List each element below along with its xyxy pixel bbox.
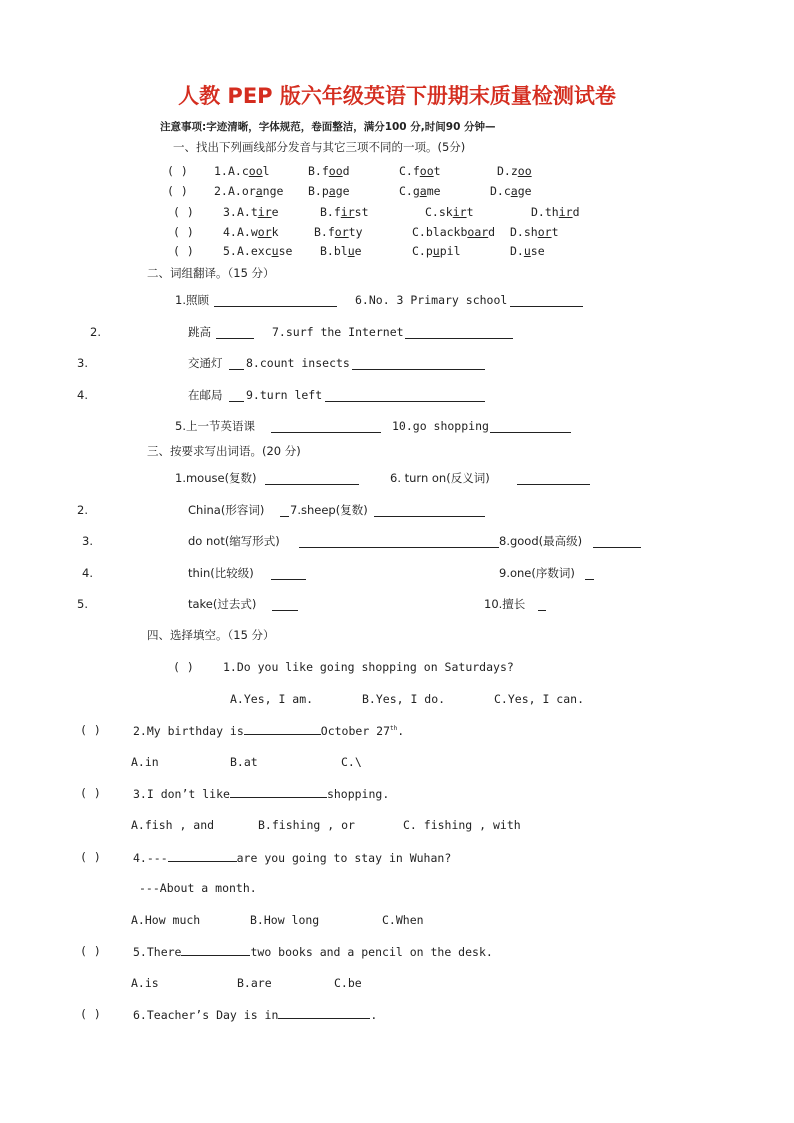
option-b: B.food: [308, 164, 350, 178]
phrase-item: 1.照顾: [175, 293, 209, 307]
option-b: B.first: [320, 205, 369, 219]
choice-b: B.at: [230, 755, 258, 769]
option-c: C.game: [399, 184, 441, 198]
choice-b: B.Yes, I do.: [362, 692, 446, 706]
question-text: 4.--- are you going to stay in Wuhan?: [133, 851, 452, 865]
option-b: B.page: [308, 184, 350, 198]
answer-blank[interactable]: [593, 536, 641, 548]
choice-a: A.Yes, I am.: [230, 692, 314, 706]
phrase-item: 5.上一节英语课: [175, 419, 255, 433]
answer-blank[interactable]: [216, 327, 254, 339]
option-c: C.foot: [399, 164, 441, 178]
answer-paren[interactable]: ( ): [80, 786, 101, 800]
answer-blank[interactable]: [229, 358, 244, 370]
choice-c: C. fishing , with: [403, 818, 521, 832]
option-d: D.cage: [490, 184, 532, 198]
answer-blank[interactable]: [517, 473, 590, 485]
word-item: do not(缩写形式): [188, 534, 280, 548]
answer-blank[interactable]: [405, 327, 513, 339]
answer-paren[interactable]: ( ): [80, 944, 101, 958]
option-c: C.blackboard: [412, 225, 496, 239]
phrase-item: 8.count insects: [246, 356, 350, 370]
answer-paren[interactable]: ( ): [173, 205, 194, 219]
answer-blank[interactable]: [538, 599, 546, 611]
option-d: D.short: [510, 225, 559, 239]
answer-paren[interactable]: ( ): [167, 184, 188, 198]
row-number: 4.: [82, 566, 93, 580]
option-a: A.excuse: [237, 244, 293, 258]
option-d: D.use: [510, 244, 545, 258]
phrase-item: 交通灯: [188, 356, 223, 370]
option-b: B.forty: [314, 225, 363, 239]
choice-c: C.Yes, I can.: [494, 692, 585, 706]
option-a: A.work: [237, 225, 279, 239]
option-d: D.zoo: [497, 164, 532, 178]
item-number: 2.: [214, 184, 228, 198]
word-item: thin(比较级): [188, 566, 254, 580]
option-c: C.skirt: [425, 205, 474, 219]
answer-blank[interactable]: [510, 295, 583, 307]
option-a: A.orange: [228, 184, 284, 198]
answer-blank[interactable]: [280, 505, 289, 517]
option-a: A.cool: [228, 164, 270, 178]
item-number: 3.: [223, 205, 237, 219]
exam-title: 人教 PEP 版六年级英语下册期末质量检测试卷: [178, 84, 616, 108]
choice-b: B.fishing , or: [258, 818, 355, 832]
choice-a: A.How much: [131, 913, 201, 927]
phrase-item: 10.go shopping: [392, 419, 489, 433]
word-item: 8.good(最高级): [499, 534, 583, 548]
answer-paren[interactable]: ( ): [80, 850, 101, 864]
section2-heading: 二、词组翻译。（15 分）: [147, 266, 275, 280]
choice-c: C.be: [334, 976, 362, 990]
choice-b: B.How long: [250, 913, 320, 927]
answer-blank[interactable]: [490, 421, 571, 433]
answer-blank[interactable]: [214, 295, 337, 307]
choice-c: C.\: [341, 755, 362, 769]
option-c: C.pupil: [412, 244, 461, 258]
answer-paren[interactable]: ( ): [80, 1007, 101, 1021]
word-item: 9.one(序数词): [499, 566, 575, 580]
answer-blank[interactable]: [374, 505, 485, 517]
row-number: 3.: [77, 356, 88, 370]
question-text: 5.There two books and a pencil on the desk.: [133, 945, 493, 959]
exam-notes: 注意事项:字迹清晰，字体规范，卷面整洁，满分100 分,时间90 分钟—: [160, 121, 496, 133]
question-text: 3.I don’t like shopping.: [133, 787, 390, 801]
word-item: 1.mouse(复数): [175, 471, 257, 485]
row-number: 3.: [82, 534, 93, 548]
row-number: 5.: [77, 597, 88, 611]
word-item: 7.sheep(复数): [290, 503, 368, 517]
answer-paren[interactable]: ( ): [80, 723, 101, 737]
section4-heading: 四、选择填空。（15 分）: [147, 628, 275, 642]
answer-paren[interactable]: ( ): [173, 225, 194, 239]
choice-a: A.is: [131, 976, 159, 990]
answer-blank[interactable]: [325, 390, 485, 402]
row-number: 2.: [90, 325, 101, 339]
item-number: 5.: [223, 244, 237, 258]
option-d: D.third: [531, 205, 580, 219]
answer-blank[interactable]: [585, 568, 594, 580]
answer-blank[interactable]: [271, 421, 381, 433]
answer-blank[interactable]: [271, 568, 306, 580]
choice-b: B.are: [237, 976, 272, 990]
choice-a: A.in: [131, 755, 159, 769]
phrase-item: 9.turn left: [246, 388, 323, 402]
word-item: take(过去式): [188, 597, 257, 611]
dialogue-reply: ---About a month.: [139, 881, 257, 895]
question-text: 1.Do you like going shopping on Saturdays?: [223, 660, 514, 674]
row-number: 4.: [77, 388, 88, 402]
option-b: B.blue: [320, 244, 362, 258]
answer-paren[interactable]: ( ): [173, 244, 194, 258]
question-text: 2.My birthday is October 27th.: [133, 724, 405, 738]
choice-c: C.When: [382, 913, 424, 927]
answer-paren[interactable]: ( ): [173, 660, 194, 674]
phrase-item: 在邮局: [188, 388, 223, 402]
option-a: A.tire: [237, 205, 279, 219]
item-number: 4.: [223, 225, 237, 239]
word-item: 10.擅长: [484, 597, 526, 611]
phrase-item: 6.No. 3 Primary school: [355, 293, 508, 307]
phrase-item: 7.surf the Internet: [272, 325, 404, 339]
answer-blank[interactable]: [299, 536, 499, 548]
question-text: 6.Teacher’s Day is in .: [133, 1008, 378, 1022]
choice-a: A.fish , and: [131, 818, 215, 832]
phrase-item: 跳高: [188, 325, 211, 339]
answer-blank[interactable]: [229, 390, 244, 402]
row-number: 2.: [77, 503, 88, 517]
word-item: China(形容词): [188, 503, 265, 517]
answer-blank[interactable]: [265, 473, 359, 485]
answer-blank[interactable]: [352, 358, 485, 370]
item-number: 1.: [214, 164, 228, 178]
word-item: 6. turn on(反义词): [390, 471, 490, 485]
section3-heading: 三、按要求写出词语。(20 分): [147, 444, 301, 458]
answer-blank[interactable]: [272, 599, 298, 611]
section1-heading: 一、找出下列画线部分发音与其它三项不同的一项。(5分): [173, 140, 466, 154]
answer-paren[interactable]: ( ): [167, 164, 188, 178]
